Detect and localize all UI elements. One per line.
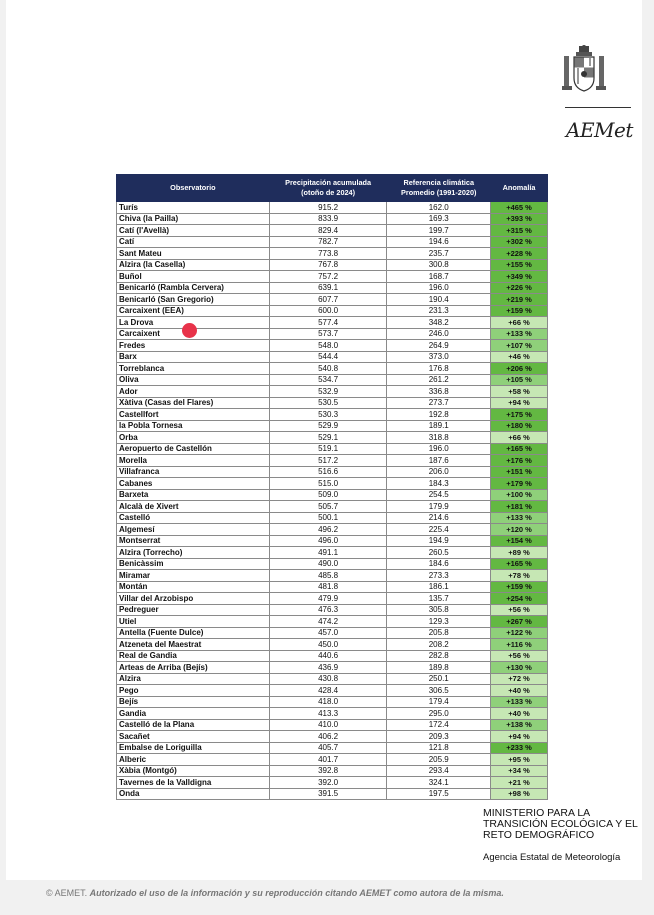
station-cell: Alberic — [117, 754, 270, 766]
reference-cell: 184.6 — [387, 558, 491, 570]
ministry-line3: RETO DEMOGRÁFICO — [483, 829, 595, 841]
reference-cell: 324.1 — [387, 777, 491, 789]
anomaly-cell: +78 % — [491, 570, 548, 582]
anomaly-cell: +116 % — [491, 639, 548, 651]
precipitation-cell: 534.7 — [269, 374, 387, 386]
reference-cell: 162.0 — [387, 202, 491, 214]
precipitation-cell: 450.0 — [269, 639, 387, 651]
reference-cell: 306.5 — [387, 685, 491, 697]
table-row — [117, 719, 548, 731]
station-cell: Catí (l'Avellà) — [117, 225, 270, 237]
station-cell: Pego — [117, 685, 270, 697]
reference-cell: 205.9 — [387, 754, 491, 766]
station-cell: Benicàssim — [117, 558, 270, 570]
header-station: Observatorio — [117, 175, 270, 202]
anomaly-cell: +206 % — [491, 363, 548, 375]
anomaly-cell: +21 % — [491, 777, 548, 789]
precipitation-cell: 782.7 — [269, 236, 387, 248]
table-row — [117, 501, 548, 513]
anomaly-cell: +228 % — [491, 248, 548, 260]
table-row — [117, 547, 548, 559]
station-cell: Barx — [117, 351, 270, 363]
anomaly-cell: +133 % — [491, 328, 548, 340]
station-cell: Catí — [117, 236, 270, 248]
station-cell: Turís — [117, 202, 270, 214]
station-cell: Villar del Arzobispo — [117, 593, 270, 605]
copyright-footer — [46, 888, 504, 898]
anomaly-cell: +465 % — [491, 202, 548, 214]
table-row — [117, 271, 548, 283]
anomaly-cell: +176 % — [491, 455, 548, 467]
precipitation-cell: 757.2 — [269, 271, 387, 283]
anomaly-cell: +133 % — [491, 696, 548, 708]
precipitation-cell: 530.5 — [269, 397, 387, 409]
station-cell: Sant Mateu — [117, 248, 270, 260]
precipitation-cell: 474.2 — [269, 616, 387, 628]
table-row — [117, 754, 548, 766]
precipitation-cell: 457.0 — [269, 627, 387, 639]
table-row — [117, 777, 548, 789]
reference-cell: 187.6 — [387, 455, 491, 467]
aemet-logo: AEMet — [566, 118, 633, 142]
precipitation-cell: 392.0 — [269, 777, 387, 789]
station-cell: Benicarló (Rambla Cervera) — [117, 282, 270, 294]
station-cell: Carcaixent — [117, 328, 270, 340]
anomaly-cell: +94 % — [491, 731, 548, 743]
precipitation-cell: 496.2 — [269, 524, 387, 536]
table-row — [117, 742, 548, 754]
station-cell: Fredes — [117, 340, 270, 352]
anomaly-cell: +179 % — [491, 478, 548, 490]
anomaly-cell: +159 % — [491, 581, 548, 593]
ministry-name — [483, 808, 638, 841]
anomaly-cell: +94 % — [491, 397, 548, 409]
anomaly-cell: +154 % — [491, 535, 548, 547]
anomaly-cell: +267 % — [491, 616, 548, 628]
table-row — [117, 443, 548, 455]
reference-cell: 336.8 — [387, 386, 491, 398]
anomaly-cell: +46 % — [491, 351, 548, 363]
station-cell: Castellfort — [117, 409, 270, 421]
precipitation-cell: 491.1 — [269, 547, 387, 559]
anomaly-cell: +66 % — [491, 432, 548, 444]
station-cell: Chiva (la Pailla) — [117, 213, 270, 225]
precipitation-cell: 392.8 — [269, 765, 387, 777]
table-row — [117, 731, 548, 743]
reference-cell: 189.8 — [387, 662, 491, 674]
reference-cell: 197.5 — [387, 788, 491, 800]
table-row — [117, 340, 548, 352]
table-row — [117, 363, 548, 375]
table-row — [117, 420, 548, 432]
table-row — [117, 386, 548, 398]
anomaly-cell: +315 % — [491, 225, 548, 237]
reference-cell: 192.8 — [387, 409, 491, 421]
reference-cell: 184.3 — [387, 478, 491, 490]
anomaly-cell: +175 % — [491, 409, 548, 421]
reference-cell: 176.8 — [387, 363, 491, 375]
reference-cell: 295.0 — [387, 708, 491, 720]
precipitation-cell: 476.3 — [269, 604, 387, 616]
reference-cell: 172.4 — [387, 719, 491, 731]
precipitation-cell: 540.8 — [269, 363, 387, 375]
anomaly-cell: +393 % — [491, 213, 548, 225]
anomaly-cell: +181 % — [491, 501, 548, 513]
reference-cell: 206.0 — [387, 466, 491, 478]
table-row — [117, 604, 548, 616]
station-cell: Morella — [117, 455, 270, 467]
table-row — [117, 708, 548, 720]
anomaly-cell: +72 % — [491, 673, 548, 685]
station-cell: Castelló — [117, 512, 270, 524]
station-cell: Tavernes de la Valldigna — [117, 777, 270, 789]
precipitation-cell: 600.0 — [269, 305, 387, 317]
reference-cell: 264.9 — [387, 340, 491, 352]
precipitation-cell: 577.4 — [269, 317, 387, 329]
anomaly-cell: +138 % — [491, 719, 548, 731]
anomaly-cell: +98 % — [491, 788, 548, 800]
precipitation-cell: 516.6 — [269, 466, 387, 478]
table-row — [117, 432, 548, 444]
table-row — [117, 351, 548, 363]
precipitation-cell: 413.3 — [269, 708, 387, 720]
table-row — [117, 225, 548, 237]
anomaly-cell: +133 % — [491, 512, 548, 524]
anomaly-cell: +40 % — [491, 685, 548, 697]
station-cell: Villafranca — [117, 466, 270, 478]
station-cell: Benicarló (San Gregorio) — [117, 294, 270, 306]
table-row — [117, 397, 548, 409]
station-cell: Castelló de la Plana — [117, 719, 270, 731]
precipitation-cell: 410.0 — [269, 719, 387, 731]
header-reference — [387, 175, 491, 202]
reference-cell: 208.2 — [387, 639, 491, 651]
precipitation-cell: 440.6 — [269, 650, 387, 662]
cursor-marker — [182, 323, 197, 338]
precipitation-cell: 436.9 — [269, 662, 387, 674]
station-cell: Algemesí — [117, 524, 270, 536]
precipitation-cell: 405.7 — [269, 742, 387, 754]
precipitation-cell: 391.5 — [269, 788, 387, 800]
station-cell: Atzeneta del Maestrat — [117, 639, 270, 651]
precipitation-cell: 496.0 — [269, 535, 387, 547]
table-row — [117, 236, 548, 248]
anomaly-cell: +95 % — [491, 754, 548, 766]
table-row — [117, 202, 548, 214]
precipitation-cell: 767.8 — [269, 259, 387, 271]
reference-cell: 179.4 — [387, 696, 491, 708]
precipitation-cell: 519.1 — [269, 443, 387, 455]
anomaly-cell: +56 % — [491, 604, 548, 616]
precipitation-cell: 529.1 — [269, 432, 387, 444]
station-cell: Barxeta — [117, 489, 270, 501]
anomaly-cell: +107 % — [491, 340, 548, 352]
anomaly-cell: +105 % — [491, 374, 548, 386]
station-cell: Xàbia (Montgó) — [117, 765, 270, 777]
station-cell: Arteas de Arriba (Bejís) — [117, 662, 270, 674]
station-cell: Onda — [117, 788, 270, 800]
reference-cell: 260.5 — [387, 547, 491, 559]
reference-cell: 235.7 — [387, 248, 491, 260]
reference-cell: 273.7 — [387, 397, 491, 409]
reference-cell: 121.8 — [387, 742, 491, 754]
table-row — [117, 685, 548, 697]
table-row — [117, 765, 548, 777]
precipitation-cell: 485.8 — [269, 570, 387, 582]
precipitation-cell: 401.7 — [269, 754, 387, 766]
anomaly-cell: +349 % — [491, 271, 548, 283]
table-row — [117, 374, 548, 386]
station-cell: Montserrat — [117, 535, 270, 547]
station-cell: Oliva — [117, 374, 270, 386]
precipitation-cell: 517.2 — [269, 455, 387, 467]
reference-cell: 225.4 — [387, 524, 491, 536]
reference-cell: 282.8 — [387, 650, 491, 662]
anomaly-cell: +165 % — [491, 443, 548, 455]
reference-cell: 305.8 — [387, 604, 491, 616]
reference-cell: 129.3 — [387, 616, 491, 628]
table-row — [117, 662, 548, 674]
copyright-text: © AEMET. — [46, 888, 88, 898]
precipitation-cell: 479.9 — [269, 593, 387, 605]
station-cell: Sacañet — [117, 731, 270, 743]
ministry-logo — [548, 44, 620, 96]
station-cell: Alcalà de Xivert — [117, 501, 270, 513]
precipitation-cell: 500.1 — [269, 512, 387, 524]
usage-note: Autorizado el uso de la información y su reproducción citando AEMET como autora de la misma. — [89, 888, 504, 898]
anomaly-cell: +56 % — [491, 650, 548, 662]
header-anomaly: Anomalía — [491, 175, 548, 202]
anomaly-cell: +180 % — [491, 420, 548, 432]
anomaly-cell: +130 % — [491, 662, 548, 674]
table-row — [117, 317, 548, 329]
station-cell: Orba — [117, 432, 270, 444]
table-row — [117, 248, 548, 260]
station-cell: Miramar — [117, 570, 270, 582]
table-row — [117, 639, 548, 651]
table-row — [117, 489, 548, 501]
station-cell: Carcaixent (EEA) — [117, 305, 270, 317]
reference-cell: 300.8 — [387, 259, 491, 271]
ministry-line2: TRANSICIÓN ECOLÓGICA Y EL — [483, 818, 638, 830]
station-cell: Gandia — [117, 708, 270, 720]
reference-cell: 194.9 — [387, 535, 491, 547]
precipitation-cell: 773.8 — [269, 248, 387, 260]
table-row — [117, 616, 548, 628]
anomaly-cell: +58 % — [491, 386, 548, 398]
header-reference-line1: Referencia climática — [403, 178, 475, 187]
precipitation-cell: 915.2 — [269, 202, 387, 214]
anomaly-cell: +66 % — [491, 317, 548, 329]
table-row — [117, 478, 548, 490]
anomaly-cell: +34 % — [491, 765, 548, 777]
precipitation-cell: 515.0 — [269, 478, 387, 490]
anomaly-cell: +89 % — [491, 547, 548, 559]
table-header-row — [117, 175, 548, 202]
reference-cell: 293.4 — [387, 765, 491, 777]
table-row — [117, 673, 548, 685]
reference-cell: 373.0 — [387, 351, 491, 363]
reference-cell: 194.6 — [387, 236, 491, 248]
station-cell: La Drova — [117, 317, 270, 329]
reference-cell: 254.5 — [387, 489, 491, 501]
precipitation-cell: 481.8 — [269, 581, 387, 593]
precipitation-cell: 829.4 — [269, 225, 387, 237]
table-row — [117, 570, 548, 582]
station-cell: Real de Gandia — [117, 650, 270, 662]
anomaly-cell: +254 % — [491, 593, 548, 605]
reference-cell: 179.9 — [387, 501, 491, 513]
reference-cell: 246.0 — [387, 328, 491, 340]
table-row — [117, 593, 548, 605]
station-cell: Montán — [117, 581, 270, 593]
header-precipitation-line2: (otoño de 2024) — [301, 188, 356, 197]
table-row — [117, 213, 548, 225]
ministry-line1: MINISTERIO PARA LA — [483, 807, 591, 819]
station-cell: Pedreguer — [117, 604, 270, 616]
precipitation-cell: 529.9 — [269, 420, 387, 432]
precipitation-cell: 548.0 — [269, 340, 387, 352]
header-precipitation-line1: Precipitación acumulada — [285, 178, 372, 187]
station-cell: Alzira (la Casella) — [117, 259, 270, 271]
precipitation-cell: 490.0 — [269, 558, 387, 570]
station-cell: Torreblanca — [117, 363, 270, 375]
anomaly-cell: +151 % — [491, 466, 548, 478]
table-row — [117, 512, 548, 524]
reference-cell: 273.3 — [387, 570, 491, 582]
reference-cell: 318.8 — [387, 432, 491, 444]
station-cell: Bejís — [117, 696, 270, 708]
reference-cell: 135.7 — [387, 593, 491, 605]
reference-cell: 261.2 — [387, 374, 491, 386]
anomaly-cell: +155 % — [491, 259, 548, 271]
reference-cell: 196.0 — [387, 282, 491, 294]
table-row — [117, 581, 548, 593]
precipitation-table — [116, 174, 548, 800]
precipitation-cell: 639.1 — [269, 282, 387, 294]
precipitation-cell: 505.7 — [269, 501, 387, 513]
station-cell: Antella (Fuente Dulce) — [117, 627, 270, 639]
anomaly-cell: +159 % — [491, 305, 548, 317]
anomaly-cell: +122 % — [491, 627, 548, 639]
reference-cell: 209.3 — [387, 731, 491, 743]
precipitation-cell: 430.8 — [269, 673, 387, 685]
anomaly-cell: +302 % — [491, 236, 548, 248]
table-row — [117, 535, 548, 547]
table-row — [117, 524, 548, 536]
precipitation-cell: 833.9 — [269, 213, 387, 225]
anomaly-cell: +100 % — [491, 489, 548, 501]
table-row — [117, 788, 548, 800]
anomaly-cell: +226 % — [491, 282, 548, 294]
reference-cell: 348.2 — [387, 317, 491, 329]
spanish-coat-of-arms-icon — [562, 44, 606, 96]
table-row — [117, 466, 548, 478]
anomaly-cell: +40 % — [491, 708, 548, 720]
precipitation-cell: 509.0 — [269, 489, 387, 501]
reference-cell: 231.3 — [387, 305, 491, 317]
station-cell: Buñol — [117, 271, 270, 283]
header-reference-line2: Promedio (1991-2020) — [401, 188, 477, 197]
station-cell: Aeropuerto de Castellón — [117, 443, 270, 455]
anomaly-cell: +233 % — [491, 742, 548, 754]
precipitation-cell: 532.9 — [269, 386, 387, 398]
precipitation-cell: 607.7 — [269, 294, 387, 306]
station-cell: Embalse de Loriguilla — [117, 742, 270, 754]
precipitation-cell: 573.7 — [269, 328, 387, 340]
reference-cell: 250.1 — [387, 673, 491, 685]
anomaly-cell: +120 % — [491, 524, 548, 536]
precipitation-cell: 530.3 — [269, 409, 387, 421]
agency-name: Agencia Estatal de Meteorología — [483, 852, 621, 863]
table-row — [117, 282, 548, 294]
reference-cell: 189.1 — [387, 420, 491, 432]
logo-divider — [565, 107, 631, 108]
station-cell: la Pobla Tornesa — [117, 420, 270, 432]
header-precipitation — [269, 175, 387, 202]
table-row — [117, 696, 548, 708]
station-cell: Xàtiva (Casas del Flares) — [117, 397, 270, 409]
precipitation-cell: 428.4 — [269, 685, 387, 697]
precipitation-cell: 406.2 — [269, 731, 387, 743]
table-row — [117, 259, 548, 271]
anomaly-cell: +219 % — [491, 294, 548, 306]
station-cell: Utiel — [117, 616, 270, 628]
station-cell: Cabanes — [117, 478, 270, 490]
reference-cell: 196.0 — [387, 443, 491, 455]
reference-cell: 186.1 — [387, 581, 491, 593]
reference-cell: 199.7 — [387, 225, 491, 237]
reference-cell: 168.7 — [387, 271, 491, 283]
precipitation-cell: 418.0 — [269, 696, 387, 708]
station-cell: Alzira — [117, 673, 270, 685]
reference-cell: 205.8 — [387, 627, 491, 639]
table-row — [117, 627, 548, 639]
reference-cell: 169.3 — [387, 213, 491, 225]
table-row — [117, 455, 548, 467]
reference-cell: 214.6 — [387, 512, 491, 524]
table-body — [117, 202, 548, 800]
table-row — [117, 294, 548, 306]
precipitation-cell: 544.4 — [269, 351, 387, 363]
station-cell: Ador — [117, 386, 270, 398]
table-row — [117, 305, 548, 317]
table-row — [117, 558, 548, 570]
reference-cell: 190.4 — [387, 294, 491, 306]
table-row — [117, 409, 548, 421]
station-cell: Alzira (Torrecho) — [117, 547, 270, 559]
table-row — [117, 650, 548, 662]
document-page — [6, 0, 642, 880]
anomaly-cell: +165 % — [491, 558, 548, 570]
